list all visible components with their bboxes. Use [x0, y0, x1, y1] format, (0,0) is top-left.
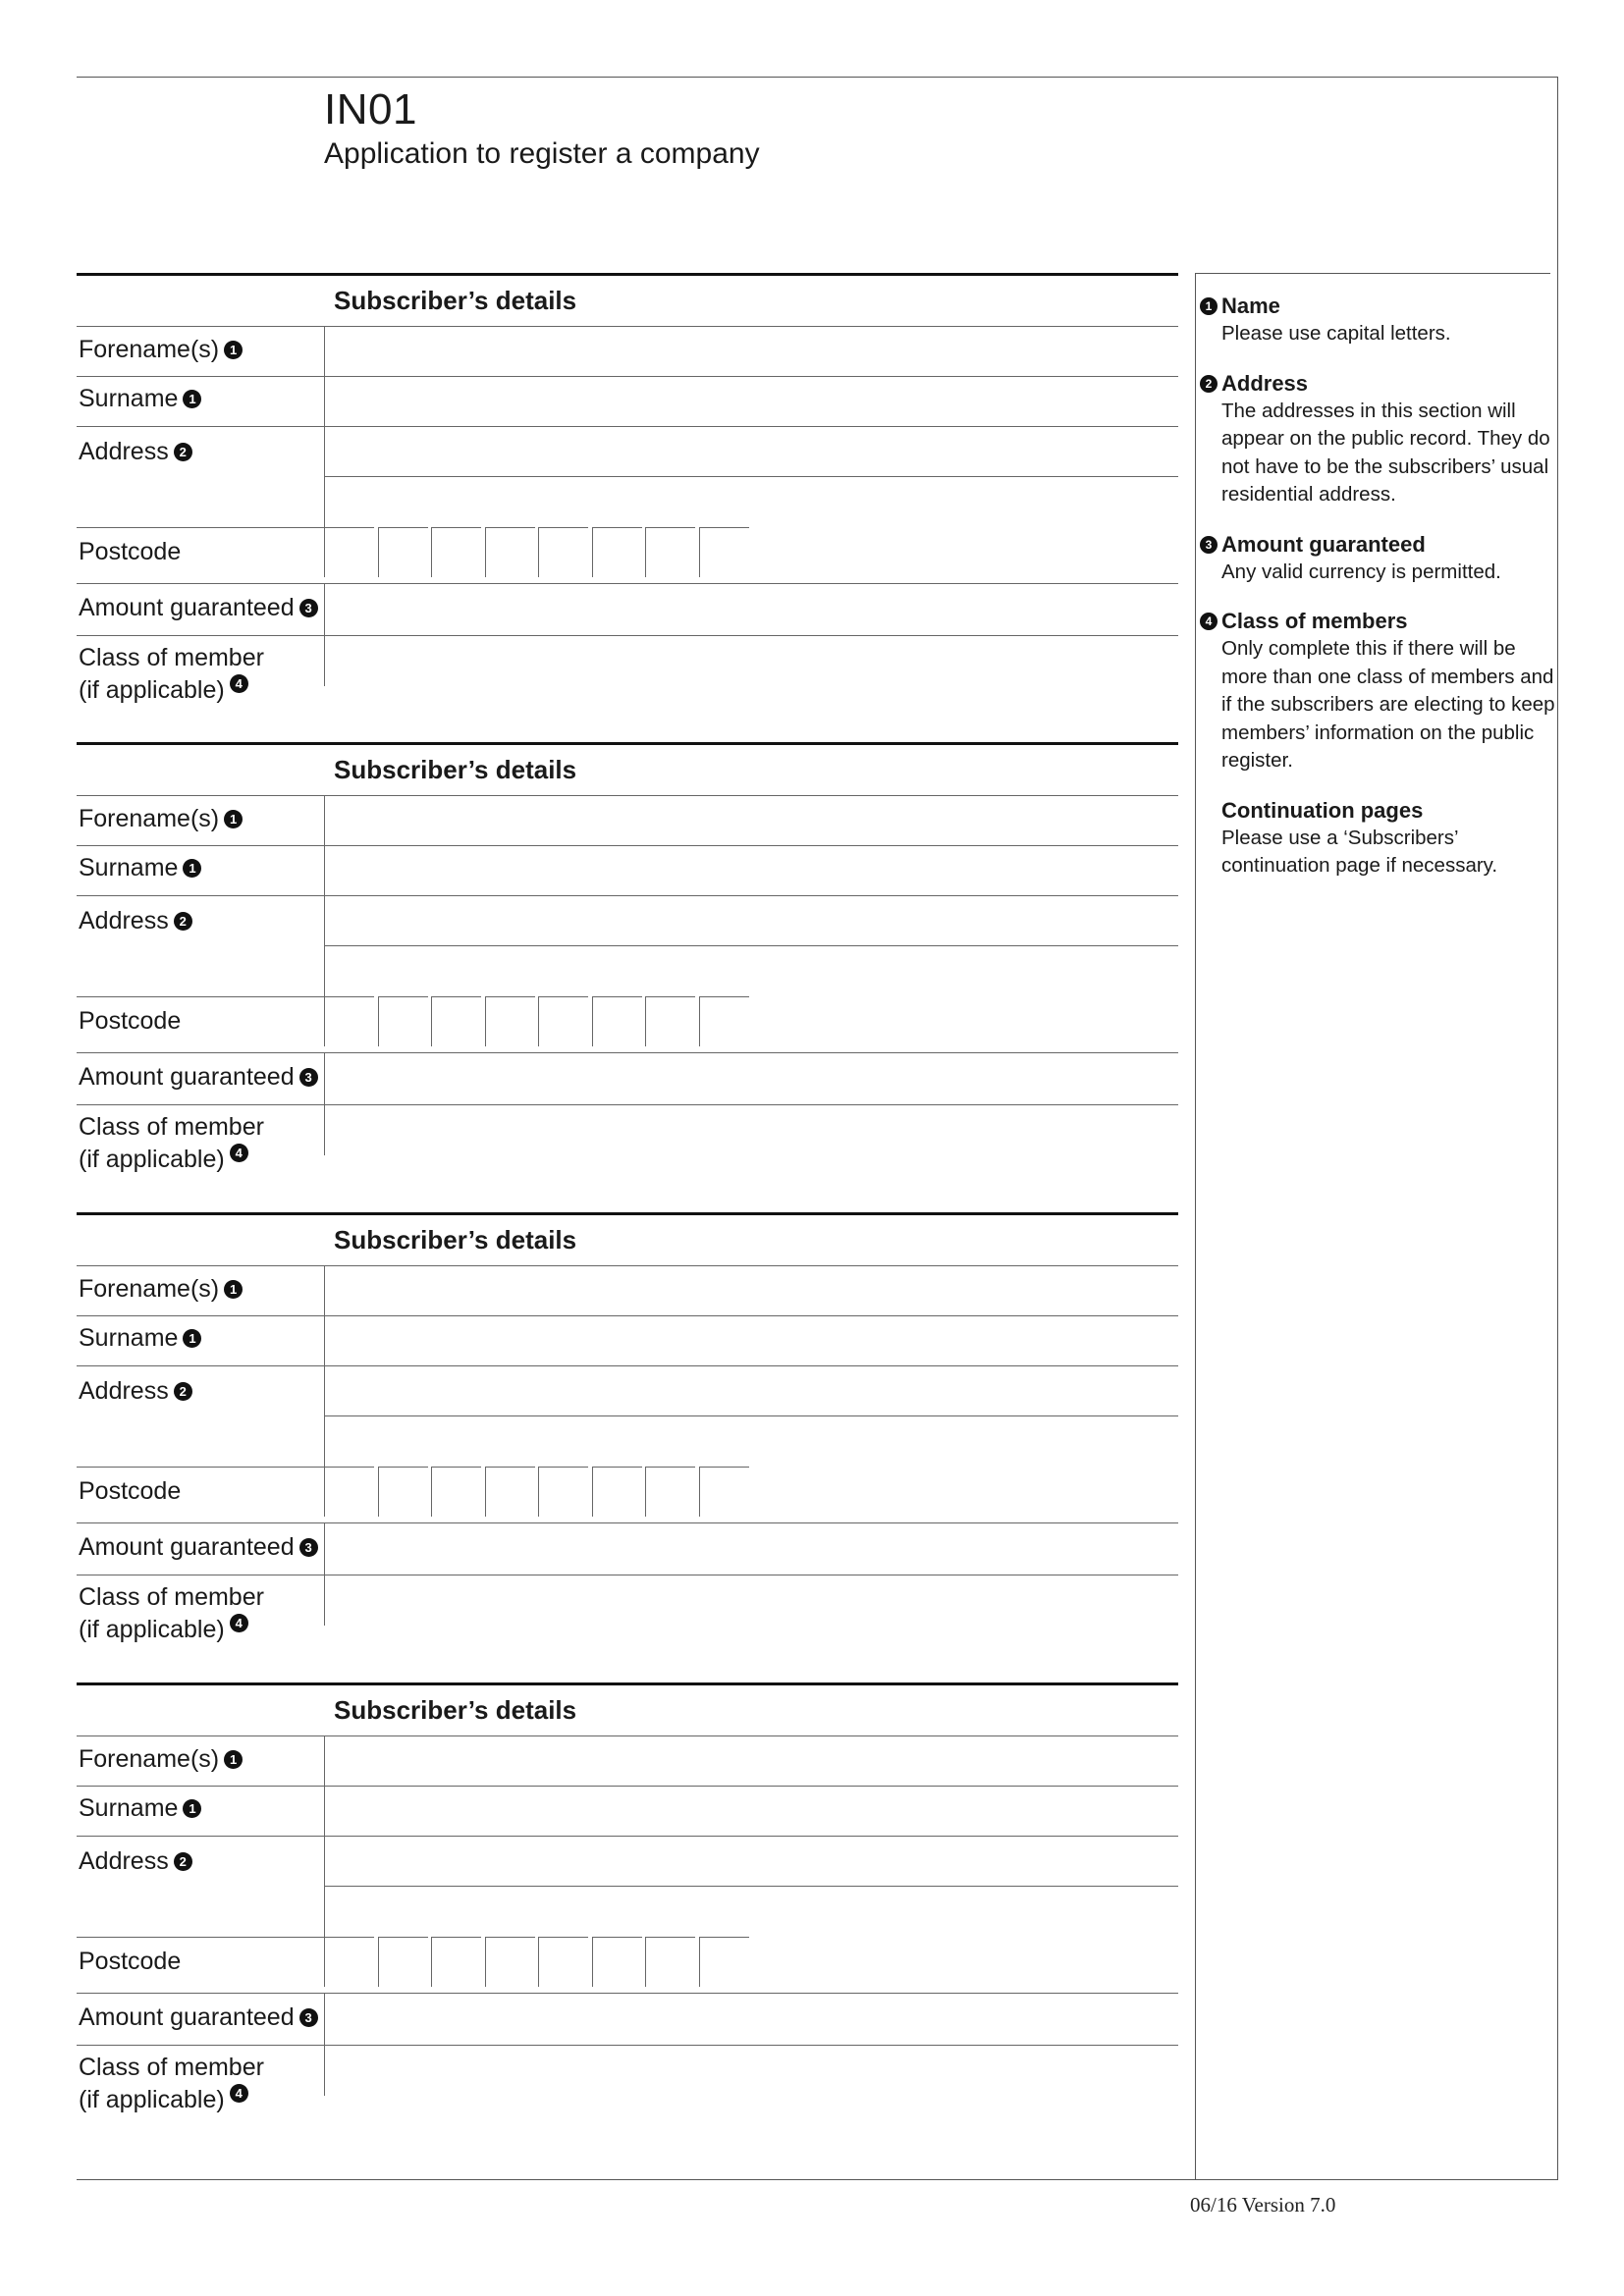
address-label-text: Address: [79, 907, 169, 934]
field-separator: [324, 795, 325, 996]
row-rule: [77, 1467, 324, 1468]
postcode-char-box[interactable]: [324, 1467, 374, 1517]
address-label: [79, 905, 192, 937]
address-line2-input[interactable]: [326, 478, 1176, 526]
postcode-char-box[interactable]: [324, 527, 374, 577]
postcode-char-box[interactable]: [324, 996, 374, 1046]
class-of-member-label-line1: Class of member: [79, 1583, 264, 1611]
address-line2-input[interactable]: [326, 947, 1176, 995]
subscriber-section: [77, 1682, 1178, 2134]
address-line1-input[interactable]: [326, 1367, 1176, 1415]
class-of-member-input[interactable]: [326, 2047, 1176, 2096]
guidance-note-title: [1200, 370, 1555, 398]
postcode-label-text: Postcode: [79, 1007, 182, 1035]
section-rule: [77, 1212, 1178, 1215]
postcode-char-box[interactable]: [378, 1937, 428, 1987]
note-number-icon: 3: [299, 599, 318, 617]
row-rule: [324, 1415, 1178, 1416]
class-of-member-label-line1: Class of member: [79, 1113, 264, 1141]
surname-input[interactable]: [326, 1788, 1176, 1835]
row-rule: [77, 1315, 1178, 1316]
row-rule: [324, 945, 1178, 946]
section-rule: [77, 1682, 1178, 1685]
class-of-member-input[interactable]: [326, 637, 1176, 686]
postcode-char-box[interactable]: [538, 527, 588, 577]
address-label: [79, 1375, 192, 1408]
forename-label-text: Forename(s): [79, 1275, 220, 1303]
surname-label-text: Surname: [79, 1794, 179, 1822]
postcode-char-box[interactable]: [431, 996, 481, 1046]
field-separator: [324, 1104, 325, 1155]
class-of-member-input[interactable]: [326, 1106, 1176, 1155]
class-of-member-label: [79, 2052, 264, 2116]
forename-input[interactable]: [326, 1267, 1176, 1314]
address-label: [79, 1845, 192, 1878]
postcode-char-box[interactable]: [699, 1467, 749, 1517]
surname-label: [79, 852, 201, 884]
postcode-char-box[interactable]: [699, 1937, 749, 1987]
field-separator: [324, 1522, 325, 1575]
address-label-text: Address: [79, 1847, 169, 1875]
section-title: Subscriber’s details: [334, 755, 577, 784]
postcode-label: [79, 1475, 181, 1508]
row-rule: [77, 376, 1178, 377]
postcode-label: [79, 1946, 181, 1978]
class-of-member-label-text: (if applicable): [79, 1616, 225, 1643]
surname-input[interactable]: [326, 847, 1176, 894]
postcode-char-box[interactable]: [538, 996, 588, 1046]
row-rule: [77, 845, 1178, 846]
row-rule: [77, 795, 1178, 796]
section-title: Subscriber’s details: [334, 1695, 577, 1725]
postcode-char-box[interactable]: [538, 1467, 588, 1517]
row-rule: [77, 1836, 1178, 1837]
surname-label-text: Surname: [79, 385, 179, 412]
amount-guaranteed-input[interactable]: [326, 1524, 1176, 1574]
postcode-char-box[interactable]: [324, 1937, 374, 1987]
forename-label: [79, 1273, 243, 1306]
forename-label-text: Forename(s): [79, 1745, 220, 1773]
guidance-note: [1200, 797, 1555, 881]
postcode-char-box[interactable]: [485, 527, 535, 577]
field-separator: [324, 1993, 325, 2045]
postcode-char-box[interactable]: [592, 996, 642, 1046]
postcode-char-box[interactable]: [431, 1467, 481, 1517]
row-rule: [77, 1365, 1178, 1366]
guidance-note-body: Please use capital letters.: [1221, 322, 1451, 345]
subscriber-section: [77, 1212, 1178, 1664]
postcode-label: [79, 536, 181, 568]
field-separator: [324, 1575, 325, 1626]
note-number-icon: 3: [1200, 536, 1218, 554]
postcode-label-text: Postcode: [79, 1948, 182, 1975]
guidance-note-body: Only complete this if there will be more than one class of members and if the subscribers are electing to keep members’ information on the public register.: [1221, 637, 1555, 772]
guidance-note: [1200, 608, 1555, 775]
postcode-char-box[interactable]: [431, 1937, 481, 1987]
postcode-char-box[interactable]: [592, 1937, 642, 1987]
version-footer: 06/16 Version 7.0: [1190, 2193, 1336, 2216]
address-line1-input[interactable]: [326, 897, 1176, 944]
note-number-icon: 1: [183, 390, 201, 408]
guidance-note-body: The addresses in this section will appear on the public record. They do not have to be the subscribers’ usual residential address.: [1221, 399, 1550, 506]
amount-guaranteed-label: [79, 2002, 318, 2034]
postcode-char-box[interactable]: [378, 996, 428, 1046]
section-title: Subscriber’s details: [334, 1225, 577, 1255]
amount-guaranteed-input[interactable]: [326, 1054, 1176, 1103]
class-of-member-label-line2: [79, 1144, 264, 1176]
note-number-icon: 2: [1200, 375, 1218, 393]
row-rule: [324, 1886, 1178, 1887]
note-number-icon: 4: [230, 1614, 248, 1632]
guidance-notes: [1200, 293, 1555, 902]
field-separator: [324, 1735, 325, 1937]
guidance-note-title: [1200, 608, 1555, 635]
row-rule: [77, 635, 1178, 636]
guidance-note-title-text: Address: [1221, 370, 1309, 396]
note-number-icon: 1: [183, 1799, 201, 1818]
note-number-icon: 2: [174, 1852, 192, 1871]
postcode-char-box[interactable]: [378, 527, 428, 577]
page-frame-bottom: [77, 2179, 1558, 2180]
note-number-icon: 4: [230, 2084, 248, 2103]
field-separator: [324, 1265, 325, 1467]
amount-guaranteed-input[interactable]: [326, 1995, 1176, 2044]
postcode-char-box[interactable]: [645, 527, 695, 577]
note-number-icon: 2: [174, 443, 192, 461]
row-rule: [77, 1522, 1178, 1523]
postcode-char-box[interactable]: [592, 527, 642, 577]
forename-label: [79, 803, 243, 835]
subscriber-section: [77, 742, 1178, 1194]
section-title: Subscriber’s details: [334, 286, 577, 315]
guidance-note-title-text: Continuation pages: [1221, 797, 1424, 823]
row-rule: [77, 996, 324, 997]
note-number-icon: 1: [224, 1750, 243, 1769]
address-line1-input[interactable]: [326, 428, 1176, 475]
amount-guaranteed-label-text: Amount guaranteed: [79, 594, 295, 621]
amount-guaranteed-label: [79, 1531, 318, 1564]
surname-label-text: Surname: [79, 1324, 179, 1352]
class-of-member-label-line2: [79, 2084, 264, 2116]
postcode-char-box[interactable]: [699, 527, 749, 577]
note-number-icon: 3: [299, 2008, 318, 2027]
postcode-label: [79, 1005, 181, 1038]
forename-label-text: Forename(s): [79, 336, 220, 363]
guidance-note-title-text: Amount guaranteed: [1221, 531, 1426, 557]
postcode-char-box[interactable]: [645, 1467, 695, 1517]
note-number-icon: 1: [224, 810, 243, 828]
row-rule: [77, 1993, 1178, 1994]
class-of-member-label-text: (if applicable): [79, 676, 225, 704]
row-rule: [77, 426, 1178, 427]
page-frame-top: [77, 77, 1558, 78]
forename-label-text: Forename(s): [79, 805, 220, 832]
postcode-char-box[interactable]: [431, 527, 481, 577]
guidance-note-title-text: Name: [1221, 294, 1280, 318]
postcode-char-box[interactable]: [699, 996, 749, 1046]
row-rule: [77, 583, 1178, 584]
section-rule: [77, 273, 1178, 276]
row-rule: [77, 527, 324, 528]
postcode-char-box[interactable]: [485, 1937, 535, 1987]
class-of-member-label: [79, 642, 264, 707]
address-label-text: Address: [79, 438, 169, 465]
amount-guaranteed-label-text: Amount guaranteed: [79, 2003, 295, 2031]
row-rule: [77, 1735, 1178, 1736]
class-of-member-label-line1: Class of member: [79, 644, 264, 671]
note-number-icon: 2: [174, 1382, 192, 1401]
row-rule: [77, 1265, 1178, 1266]
postcode-char-box[interactable]: [538, 1937, 588, 1987]
guidance-note-title: [1200, 531, 1555, 559]
guidance-note: [1200, 370, 1555, 509]
sidebar-divider: [1195, 273, 1196, 2179]
subscriber-section: [77, 273, 1178, 724]
row-rule: [77, 2045, 1178, 2046]
note-number-icon: 4: [230, 674, 248, 693]
row-rule: [324, 476, 1178, 477]
guidance-note-title: [1200, 797, 1555, 825]
note-number-icon: 1: [224, 1280, 243, 1299]
guidance-note-title: [1200, 293, 1555, 320]
address-line2-input[interactable]: [326, 1888, 1176, 1936]
note-number-icon: 3: [299, 1068, 318, 1087]
amount-guaranteed-label: [79, 1061, 318, 1094]
note-number-icon: 1: [183, 859, 201, 878]
address-line1-input[interactable]: [326, 1838, 1176, 1885]
row-rule: [77, 1052, 1178, 1053]
note-number-icon: 2: [174, 912, 192, 931]
class-of-member-label-text: (if applicable): [79, 1146, 225, 1173]
forename-input[interactable]: [326, 797, 1176, 844]
guidance-note-body: Please use a ‘Subscribers’ continuation page if necessary.: [1221, 826, 1498, 877]
forename-label: [79, 1743, 243, 1776]
note-number-icon: 1: [1200, 297, 1218, 315]
note-number-icon: 4: [230, 1144, 248, 1162]
row-rule: [77, 326, 1178, 327]
guidance-note-body: Any valid currency is permitted.: [1221, 560, 1501, 583]
amount-guaranteed-label: [79, 592, 318, 624]
field-separator: [324, 1052, 325, 1104]
form-code: IN01: [324, 85, 417, 133]
forename-input[interactable]: [326, 1737, 1176, 1785]
surname-label: [79, 1792, 201, 1825]
guidance-note: [1200, 293, 1555, 348]
row-rule: [77, 895, 1178, 896]
postcode-char-box[interactable]: [378, 1467, 428, 1517]
surname-label: [79, 383, 201, 415]
class-of-member-label: [79, 1111, 264, 1176]
amount-guaranteed-label-text: Amount guaranteed: [79, 1063, 295, 1091]
surname-label: [79, 1322, 201, 1355]
postcode-char-box[interactable]: [645, 996, 695, 1046]
surname-label-text: Surname: [79, 854, 179, 881]
class-of-member-label-line2: [79, 674, 264, 707]
row-rule: [77, 1786, 1178, 1787]
row-rule: [77, 1104, 1178, 1105]
forename-label: [79, 334, 243, 366]
guidance-note-title-text: Class of members: [1221, 609, 1408, 633]
row-rule: [77, 1937, 324, 1938]
forename-input[interactable]: [326, 328, 1176, 375]
class-of-member-input[interactable]: [326, 1576, 1176, 1626]
amount-guaranteed-input[interactable]: [326, 585, 1176, 634]
address-line2-input[interactable]: [326, 1417, 1176, 1466]
page-frame-right: [1557, 77, 1558, 2179]
note-number-icon: 1: [183, 1329, 201, 1348]
surname-input[interactable]: [326, 378, 1176, 425]
address-label: [79, 436, 192, 468]
postcode-label-text: Postcode: [79, 1477, 182, 1505]
form-title: Application to register a company: [324, 137, 760, 170]
note-number-icon: 3: [299, 1538, 318, 1557]
postcode-char-box[interactable]: [645, 1937, 695, 1987]
address-label-text: Address: [79, 1377, 169, 1405]
sidebar-top-rule: [1195, 273, 1550, 274]
field-separator: [324, 2045, 325, 2096]
surname-input[interactable]: [326, 1317, 1176, 1364]
postcode-char-box[interactable]: [485, 996, 535, 1046]
class-of-member-label-line1: Class of member: [79, 2054, 264, 2081]
note-number-icon: 1: [224, 341, 243, 359]
class-of-member-label-text: (if applicable): [79, 2086, 225, 2113]
field-separator: [324, 635, 325, 686]
class-of-member-label-line2: [79, 1614, 264, 1646]
guidance-note: [1200, 531, 1555, 587]
note-number-icon: 4: [1200, 613, 1218, 630]
amount-guaranteed-label-text: Amount guaranteed: [79, 1533, 295, 1561]
field-separator: [324, 583, 325, 635]
postcode-char-box[interactable]: [485, 1467, 535, 1517]
class-of-member-label: [79, 1581, 264, 1646]
field-separator: [324, 326, 325, 527]
postcode-label-text: Postcode: [79, 538, 182, 565]
section-rule: [77, 742, 1178, 745]
postcode-char-box[interactable]: [592, 1467, 642, 1517]
